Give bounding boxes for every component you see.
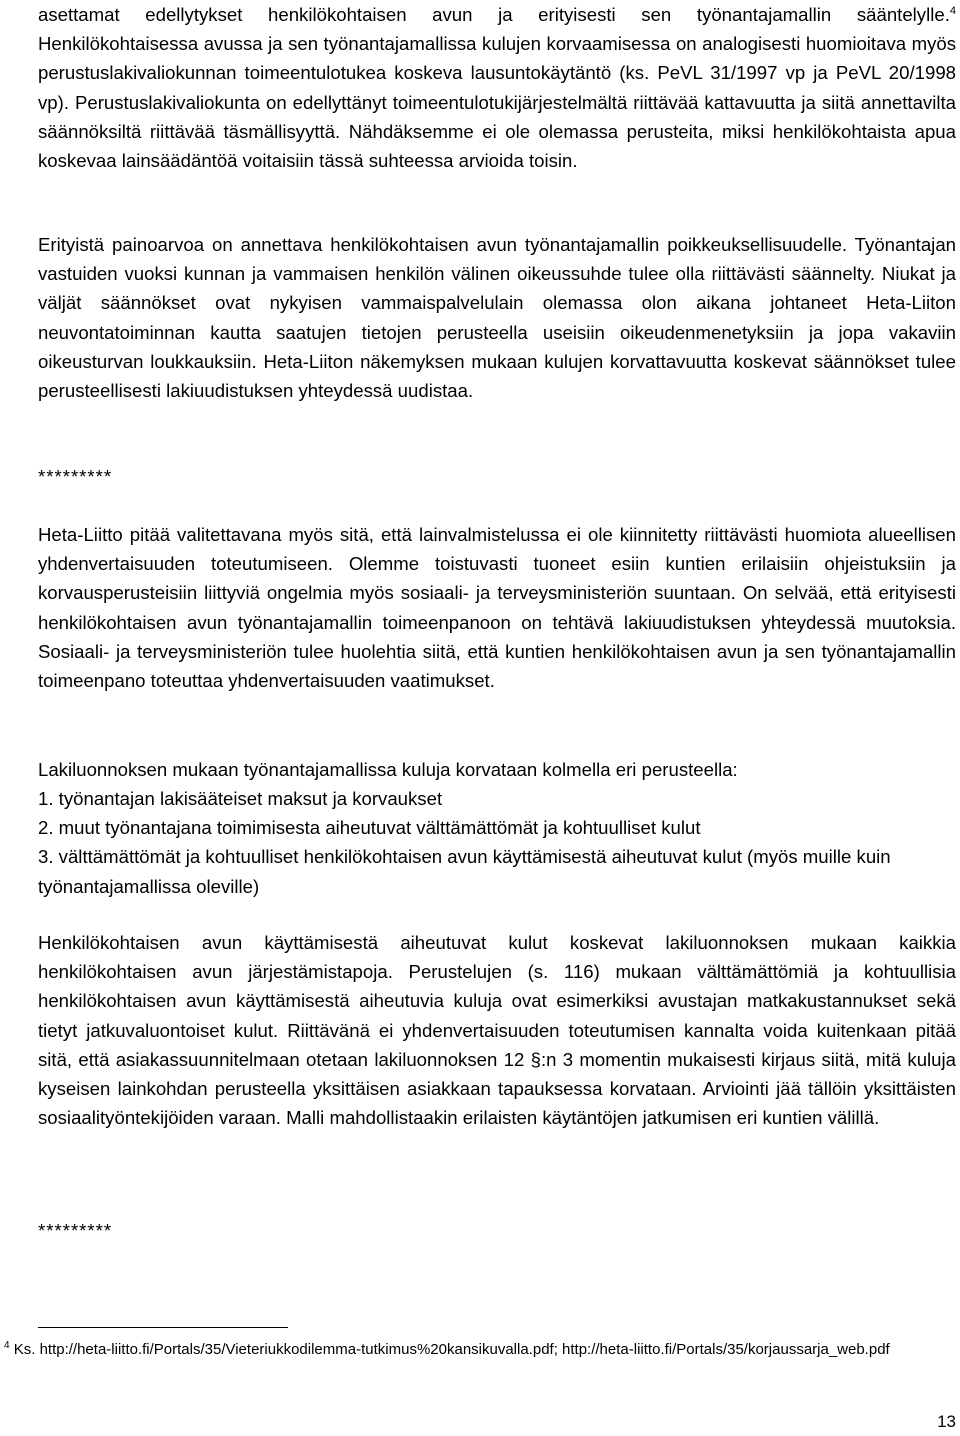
compensation-list	[38, 784, 956, 901]
paragraph-1	[38, 0, 956, 175]
footnote-divider	[38, 1327, 288, 1328]
paragraph-1-text-b: Henkilökohtaisessa avussa ja sen työnantajamallissa kulujen korvaamisessa on analogisesti huomioitava myös perustuslakivaliokunnan toimeentulotukea koskeva lausuntokäytäntö (ks. PeVL 31/1997 vp ja PeVL 20/1998 vp). Perustuslakivaliokunta on edellyttänyt toimeentulotukijärjestelmältä riittävää kattavuutta ja siitä annettavilta säännöksiltä riittävää täsmällisyyttä. Nähdäksemme ei ole olemassa perusteita, miksi henkilökohtaista apua koskevaa lainsäädäntöä voitaisiin tässä suhteessa arvioida toisin.	[38, 33, 956, 172]
paragraph-5: Henkilökohtaisen avun käyttämisestä aiheutuvat kulut koskevat lakiluonnoksen mukaan kaikkia henkilökohtaisen avun järjestämistapoja. Perustelujen (s. 116) mukaan välttämättömiä ja kohtuullisia henkilökohtaisen avun käyttämisestä aiheutuvia kuluja ovat esimerkiksi avustajan matkakustannukset sekä tietyt jatkuvaluontoiset kulut. Riittävänä ei yhdenvertaisuuden toteutumisen kannalta voida kuitenkaan pitää sitä, että asiakassuunnitelmaan otetaan lakiluonnoksen 12 §:n 3 momentin mukaisesti kirjaus siitä, mitä kuluja kyseisen lainkohdan perusteella yksittäisen asiakkaan tapauksessa korvataan. Arviointi jää tällöin yksittäisten sosiaalityöntekijöiden varaan. Malli mahdollistaakin erilaisten käytäntöjen jatkumisen eri kuntien välillä.	[38, 932, 956, 1129]
paragraph-4: Lakiluonnoksen mukaan työnantajamallissa kuluja korvataan kolmella eri perusteella:	[38, 759, 738, 780]
footnote-text[interactable]: Ks. http://heta-liitto.fi/Portals/35/Vieteriukkodilemma-tutkimus%20kansikuvalla.pdf; http://heta-liitto.fi/Portals/35/korjaussarja_web.pdf	[9, 1341, 890, 1358]
paragraph-2: Erityistä painoarvoa on annettava henkilökohtaisen avun työnantajamallin poikkeuksellisuudelle. Työnantajan vastuiden vuoksi kunnan ja vammaisen henkilön välinen oikeussuhde tulee olla riittävästi säännelty. Niukat ja väljät säännökset ovat nykyisen vammaispalvelulain olemassa olon aikana johtaneet Heta-Liiton neuvontatoiminnan kautta saatujen tietojen perusteella useisiin oikeudenmenetyksiin ja jopa vakaviin oikeusturvan loukkauksiin. Heta-Liiton näkemyksen mukaan kulujen korvattavuutta koskevat säännökset tulee perusteellisesti lakiuudistuksen yhteydessä uudistaa.	[38, 234, 956, 402]
section-separator-1: *********	[38, 466, 113, 487]
footnote-marker: 4	[4, 1340, 10, 1351]
list-item: 2. muut työnantajana toimimisesta aiheutuvat välttämättömät ja kohtuulliset kulut	[38, 817, 701, 839]
list-item: 3. välttämättömät ja kohtuulliset henkilökohtaisen avun käyttämisestä aiheutuvat kulut (myös muille kuin työnantajamallissa oleville)	[38, 846, 891, 897]
paragraph-1-text-a: asettamat edellytykset henkilökohtaisen avun ja erityisesti sen työnantajamallin sääntelylle.	[38, 4, 950, 25]
footnote-reference[interactable]: 4	[949, 4, 956, 17]
list-item: 1. työnantajan lakisääteiset maksut ja korvaukset	[38, 788, 443, 809]
footnote	[0, 1338, 944, 1362]
section-separator-2: *********	[38, 1220, 113, 1241]
page-number: 13	[937, 1412, 956, 1431]
paragraph-3: Heta-Liitto pitää valitettavana myös sitä, että lainvalmistelussa ei ole kiinnitetty riittävästi huomiota alueellisen yhdenvertaisuuden toteutumiseen. Olemme toistuvasti tuoneet esiin kuntien erilaisiin ohjeistuksiin ja korvausperusteisiin liittyviä ongelmia myös sosiaali- ja terveysministeriön suuntaan. On selvää, että erityisesti henkilökohtaisen avun työnantajamallin toimeenpanoon on tehtävä lakiuudistuksen yhteydessä muutoksia. Sosiaali- ja terveysministeriön tulee huolehtia siitä, että kuntien henkilökohtaisen avun ja sen työnantajamallin toimeenpano toteuttaa yhdenvertaisuuden vaatimukset.	[38, 524, 956, 692]
